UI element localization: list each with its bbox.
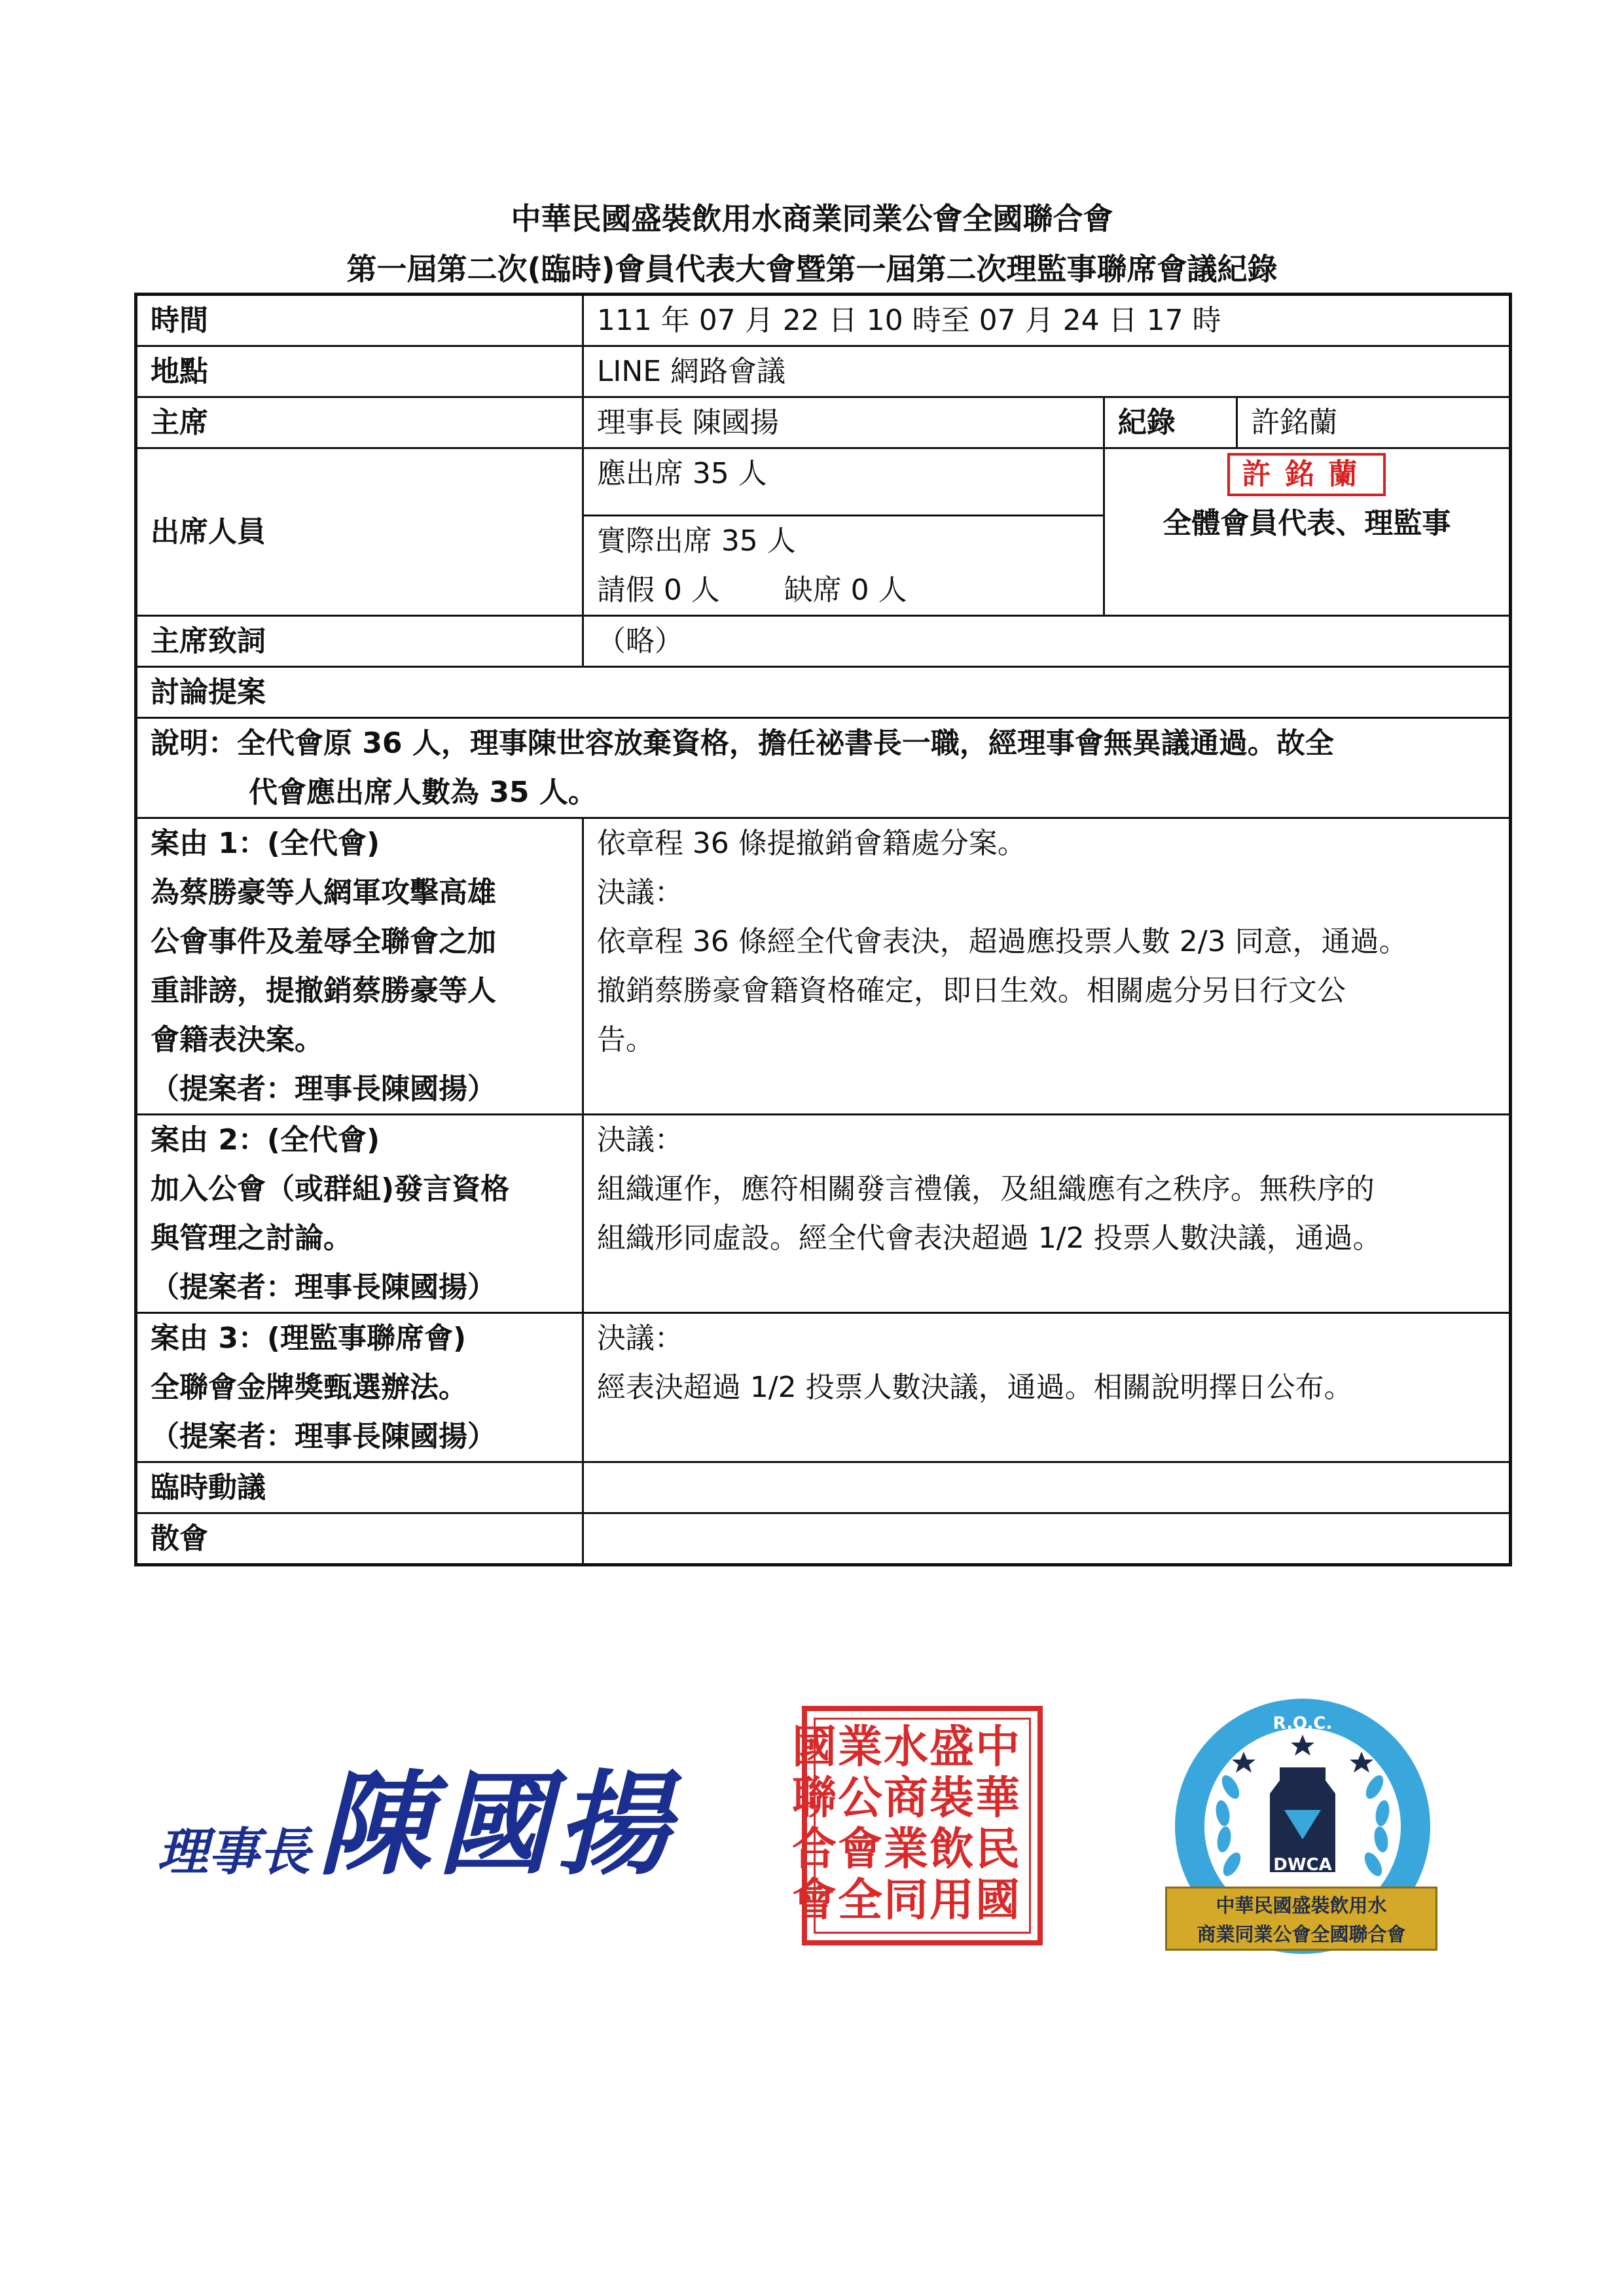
case3-content-line: 經表決超過 1/2 投票人數決議，通過。相關說明擇日公布。 bbox=[596, 1371, 1353, 1404]
chairman-signature bbox=[157, 1735, 676, 1896]
case1-title-line: 重誹謗，提撤銷蔡勝豪等人 bbox=[151, 974, 496, 1007]
case2-head: 案由 2：(全代會) bbox=[151, 1123, 380, 1157]
case2-title-line: 與管理之討論。 bbox=[151, 1221, 352, 1255]
case1-content-line: 依章程 36 條提撤銷會籍處分案。 bbox=[596, 827, 1026, 860]
dwca-logo bbox=[1139, 1689, 1466, 1990]
attend-leave: 請假 0 人 缺席 0 人 bbox=[596, 573, 907, 607]
seal-column bbox=[926, 1722, 977, 1926]
case2-title-cell bbox=[136, 1115, 583, 1313]
case3-content-cell bbox=[583, 1313, 1510, 1462]
seal-character: 聯 bbox=[791, 1772, 837, 1824]
recorder-stamp: 許銘蘭 bbox=[1227, 453, 1386, 496]
case1-title-cell bbox=[136, 818, 583, 1115]
seal-character: 盛 bbox=[929, 1721, 974, 1773]
case3-title-line: 全聯會金牌獎甄選辦法。 bbox=[151, 1371, 467, 1404]
adjourn-label: 散會 bbox=[136, 1513, 583, 1565]
attend-expected: 應出席 35 人 bbox=[583, 448, 1104, 516]
case2-content-cell bbox=[583, 1115, 1510, 1313]
row-case3 bbox=[136, 1313, 1511, 1462]
row-note bbox=[136, 718, 1511, 818]
seal-character: 裝 bbox=[929, 1772, 974, 1824]
row-motion bbox=[136, 1462, 1511, 1513]
time-label: 時間 bbox=[136, 295, 583, 346]
row-place bbox=[136, 346, 1511, 397]
attend-actual: 實際出席 35 人 bbox=[596, 524, 796, 558]
logo-band-line2: 商業同業公會全國聯合會 bbox=[1197, 1923, 1406, 1945]
attend-actual-cell bbox=[583, 516, 1104, 616]
row-case1 bbox=[136, 818, 1511, 1115]
case3-head: 案由 3：(理監事聯席會) bbox=[151, 1322, 467, 1355]
case1-title-line: 公會事件及羞辱全聯會之加 bbox=[151, 925, 496, 958]
case1-content-line: 告。 bbox=[596, 1023, 655, 1057]
case3-title-cell bbox=[136, 1313, 583, 1462]
place-value: LINE 網路會議 bbox=[583, 346, 1510, 397]
seal-column bbox=[835, 1722, 886, 1926]
signature-name: 陳國揚 bbox=[318, 1758, 676, 1890]
place-label: 地點 bbox=[136, 346, 583, 397]
document-title-line2: 第一屆第二次(臨時)會員代表大會暨第一屆第二次理監事聯席會議紀錄 bbox=[346, 251, 1278, 287]
adjourn-value bbox=[583, 1513, 1510, 1565]
attend-scope-cell bbox=[1104, 448, 1510, 616]
case1-title-line: 為蔡勝豪等人網軍攻擊高雄 bbox=[151, 876, 496, 909]
seal-character: 飲 bbox=[929, 1823, 974, 1875]
row-opening bbox=[136, 616, 1511, 667]
row-chair bbox=[136, 397, 1511, 448]
case1-content-line: 依章程 36 條經全代會表決，超過應投票人數 2/3 同意，通過。 bbox=[596, 925, 1408, 958]
case3-content-line: 決議： bbox=[596, 1322, 683, 1355]
seal-column bbox=[789, 1722, 840, 1926]
seal-character: 會 bbox=[791, 1874, 837, 1926]
recorder-label: 紀錄 bbox=[1104, 397, 1237, 448]
seal-character: 中 bbox=[975, 1721, 1020, 1773]
seal-character: 水 bbox=[883, 1721, 928, 1773]
chair-value: 理事長 陳國揚 bbox=[583, 397, 1104, 448]
seal-character: 民 bbox=[975, 1823, 1020, 1875]
seal-character: 業 bbox=[837, 1721, 882, 1773]
seal-column bbox=[972, 1722, 1023, 1926]
seal-character: 全 bbox=[837, 1874, 882, 1926]
note-line1: 說明：全代會原 36 人，理事陳世容放棄資格，擔任祕書長一職，經理事會無異議通過。故全 bbox=[151, 727, 1334, 760]
seal-character: 商 bbox=[883, 1772, 928, 1824]
signature-title: 理事長 bbox=[157, 1822, 311, 1882]
motion-label: 臨時動議 bbox=[136, 1462, 583, 1513]
case2-proposer: （提案者：理事長陳國揚） bbox=[151, 1271, 496, 1304]
seal-character: 國 bbox=[975, 1874, 1020, 1926]
motion-value bbox=[583, 1462, 1510, 1513]
case1-title-line: 會籍表決案。 bbox=[151, 1023, 323, 1057]
seal-character: 合 bbox=[791, 1823, 837, 1875]
attend-scope: 全體會員代表、理監事 bbox=[1163, 507, 1451, 540]
case1-head: 案由 1：(全代會) bbox=[151, 827, 380, 860]
seal-character: 公 bbox=[837, 1772, 882, 1824]
logo-top-text: R.O.C. bbox=[1272, 1714, 1333, 1733]
case3-proposer: （提案者：理事長陳國揚） bbox=[151, 1420, 496, 1453]
case2-content-line: 決議： bbox=[596, 1123, 683, 1157]
row-adjourn bbox=[136, 1513, 1511, 1565]
case1-proposer: （提案者：理事長陳國揚） bbox=[151, 1072, 496, 1106]
seal-character: 用 bbox=[929, 1874, 974, 1926]
note-line2: 代會應出席人數為 35 人。 bbox=[249, 776, 597, 809]
seal-character: 華 bbox=[975, 1772, 1020, 1824]
seal-character: 國 bbox=[791, 1721, 837, 1773]
recorder-value: 許銘蘭 bbox=[1237, 397, 1511, 448]
opening-label: 主席致詞 bbox=[136, 616, 583, 667]
association-seal bbox=[791, 1706, 1043, 1945]
discussion-label: 討論提案 bbox=[136, 667, 1511, 718]
case2-content-line: 組織形同虛設。經全代會表決超過 1/2 投票人數決議，通過。 bbox=[596, 1221, 1382, 1255]
time-value: 111 年 07 月 22 日 10 時至 07 月 24 日 17 時 bbox=[583, 295, 1510, 346]
document-title-line1: 中華民國盛裝飲用水商業同業公會全國聯合會 bbox=[511, 201, 1113, 236]
seal-column bbox=[880, 1722, 931, 1926]
case2-content-line: 組織運作，應符相關發言禮儀，及組織應有之秩序。無秩序的 bbox=[596, 1172, 1375, 1206]
logo-mark-text: DWCA bbox=[1273, 1855, 1332, 1875]
row-time bbox=[136, 295, 1511, 346]
chair-label: 主席 bbox=[136, 397, 583, 448]
row-attend-1 bbox=[136, 448, 1511, 516]
case2-title-line: 加入公會（或群組)發言資格 bbox=[151, 1172, 510, 1206]
case1-content-line: 撤銷蔡勝豪會籍資格確定，即日生效。相關處分另日行文公 bbox=[596, 974, 1346, 1007]
attend-label: 出席人員 bbox=[136, 448, 583, 616]
case1-content-line: 決議： bbox=[596, 876, 683, 909]
seal-character: 同 bbox=[883, 1874, 928, 1926]
row-discussion bbox=[136, 667, 1511, 718]
note-cell bbox=[136, 718, 1511, 818]
row-case2 bbox=[136, 1115, 1511, 1313]
case1-content-cell bbox=[583, 818, 1510, 1115]
logo-band-line1: 中華民國盛裝飲用水 bbox=[1216, 1894, 1387, 1917]
seal-character: 會 bbox=[837, 1823, 882, 1875]
opening-value: （略） bbox=[583, 616, 1510, 667]
minutes-table bbox=[134, 293, 1512, 1566]
seal-character: 業 bbox=[883, 1823, 928, 1875]
logo-band bbox=[1165, 1887, 1437, 1951]
